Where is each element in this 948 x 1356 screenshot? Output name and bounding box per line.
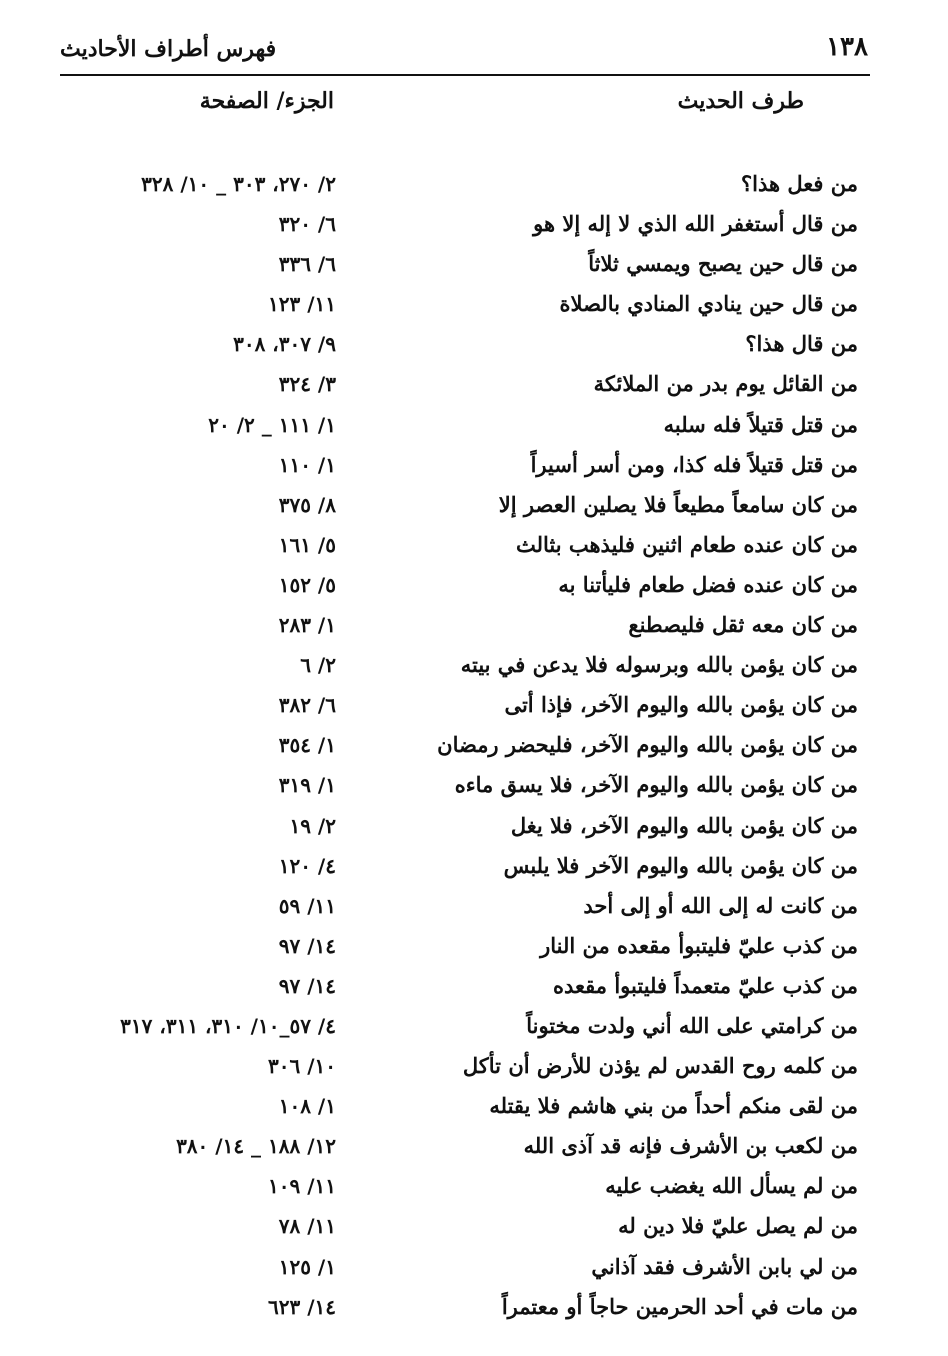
volume-page-reference: ١٢/ ١٨٨ _ ١٤/ ٣٨٠: [176, 1134, 336, 1159]
hadith-incipit: من كذب عليّ فليتبوأ مقعده من النار: [540, 932, 858, 958]
index-entry: [0, 286, 948, 326]
volume-page-reference: ٦/ ٣٨٢: [278, 693, 336, 718]
column-header-reference: الجزء/ الصفحة: [199, 88, 334, 114]
hadith-incipit: من كان عنده طعام اثنين فليذهب بثالث: [515, 531, 858, 557]
index-entry: [0, 1128, 948, 1168]
volume-page-reference: ٥/ ١٥٢: [278, 572, 336, 597]
page-number: ١٣٨: [826, 32, 868, 62]
index-entries: [0, 166, 948, 1329]
index-entry: [0, 567, 948, 607]
index-entry: [0, 848, 948, 888]
hadith-incipit: من قتل قتيلاً فله سلبه: [663, 411, 858, 437]
hadith-incipit: من قال أستغفر الله الذي لا إله إلا هو: [533, 211, 858, 237]
hadith-incipit: من كان يؤمن بالله وبرسوله فلا يدعن في بيته: [460, 652, 858, 678]
index-entry: [0, 487, 948, 527]
index-entry: [0, 888, 948, 928]
index-entry: [0, 1088, 948, 1128]
hadith-incipit: من كان عنده فضل طعام فليأتنا به: [558, 571, 858, 597]
hadith-incipit: من لكعب بن الأشرف فإنه قد آذى الله: [523, 1133, 858, 1159]
volume-page-reference: ١/ ٢٨٣: [278, 613, 336, 638]
index-entry: [0, 1289, 948, 1329]
index-entry: [0, 206, 948, 246]
index-entry: [0, 767, 948, 807]
volume-page-reference: ١/ ١١١ _ ٢/ ٢٠: [208, 412, 336, 437]
volume-page-reference: ١٠/ ٣٠٦: [268, 1054, 336, 1079]
hadith-incipit: من كرامتي على الله أني ولدت مختوناً: [526, 1012, 858, 1038]
index-entry: [0, 1249, 948, 1289]
hadith-incipit: من قال حين يصبح ويمسي ثلاثاً: [588, 251, 858, 277]
index-entry: [0, 246, 948, 286]
index-entry: [0, 407, 948, 447]
index-entry: [0, 687, 948, 727]
volume-page-reference: ١٤/ ٦٢٣: [268, 1294, 336, 1319]
index-entry: [0, 326, 948, 366]
hadith-incipit: من قتل قتيلاً فله كذا، ومن أسر أسيراً: [530, 451, 858, 477]
volume-page-reference: ١/ ١٢٥: [278, 1254, 336, 1279]
volume-page-reference: ٣/ ٣٢٤: [278, 372, 336, 397]
volume-page-reference: ٥/ ١٦١: [278, 532, 336, 557]
volume-page-reference: ٢/ ٦: [300, 653, 336, 678]
hadith-incipit: من قال حين ينادي المنادي بالصلاة: [559, 291, 858, 317]
volume-page-reference: ١١/ ١٢٣: [268, 292, 336, 317]
hadith-incipit: من كان يؤمن بالله واليوم الآخر، فإذا أتى: [504, 692, 858, 718]
hadith-incipit: من القائل يوم بدر من الملائكة: [593, 371, 858, 397]
volume-page-reference: ١/ ٣١٩: [278, 773, 336, 798]
volume-page-reference: ٨/ ٣٧٥: [278, 492, 336, 517]
hadith-incipit: من لم يسأل الله يغضب عليه: [605, 1173, 858, 1199]
volume-page-reference: ١/ ١٠٨: [278, 1094, 336, 1119]
hadith-incipit: من كان يؤمن بالله واليوم الآخر فلا يلبس: [503, 852, 858, 878]
volume-page-reference: ١٤/ ٩٧: [278, 973, 336, 998]
index-entry: [0, 1048, 948, 1088]
hadith-incipit: من كانت له إلى الله أو إلى أحد: [583, 892, 858, 918]
hadith-incipit: من فعل هذا؟: [740, 171, 858, 196]
volume-page-reference: ٦/ ٣٢٠: [278, 212, 336, 237]
hadith-incipit: من مات في أحد الحرمين حاجاً أو معتمراً: [501, 1293, 858, 1319]
volume-page-reference: ١١/ ١٠٩: [268, 1174, 336, 1199]
hadith-incipit: من قال هذا؟: [745, 331, 858, 357]
header-rule: [60, 74, 870, 76]
hadith-incipit: من لم يصل عليّ فلا دين له: [618, 1213, 858, 1239]
column-header-hadith: طرف الحديث: [677, 88, 804, 114]
volume-page-reference: ١١/ ٧٨: [278, 1214, 336, 1239]
index-entry: [0, 647, 948, 687]
index-entry: [0, 808, 948, 848]
index-entry: [0, 727, 948, 767]
volume-page-reference: ٤/ ٥٧_١٠/ ٣١٠، ٣١١، ٣١٧: [120, 1013, 336, 1038]
hadith-incipit: من كلمه روح القدس لم يؤذن للأرض أن تأكل: [462, 1053, 858, 1079]
volume-page-reference: ١/ ٣٥٤: [278, 733, 336, 758]
hadith-incipit: من كان معه ثقل فليصطنع: [628, 612, 858, 638]
index-entry: [0, 527, 948, 567]
volume-page-reference: ٩/ ٣٠٧، ٣٠٨: [233, 332, 336, 357]
index-entry: [0, 607, 948, 647]
volume-page-reference: ١١/ ٥٩: [278, 893, 336, 918]
index-entry: [0, 1168, 948, 1208]
hadith-incipit: من كان سامعاً مطيعاً فلا يصلين العصر إلا: [498, 491, 858, 517]
hadith-incipit: من كان يؤمن بالله واليوم الآخر، فلا يغل: [510, 812, 858, 838]
hadith-incipit: من كان يؤمن بالله واليوم الآخر، فلا يسق ماءه: [454, 772, 858, 798]
hadith-incipit: من كان يؤمن بالله واليوم الآخر، فليحضر رمضان: [437, 732, 858, 758]
volume-page-reference: ٢/ ٢٧٠، ٣٠٣ _ ١٠/ ٣٢٨: [141, 172, 336, 196]
hadith-incipit: من لي بابن الأشرف فقد آذاني: [591, 1253, 858, 1279]
hadith-incipit: من لقى منكم أحداً من بني هاشم فلا يقتله: [489, 1093, 858, 1119]
hadith-incipit: من كذب عليّ متعمداً فليتبوأ مقعده: [553, 972, 858, 998]
index-entry: [0, 447, 948, 487]
index-entry: [0, 1008, 948, 1048]
index-entry: [0, 166, 948, 206]
index-entry: [0, 928, 948, 968]
volume-page-reference: ١/ ١١٠: [278, 452, 336, 477]
volume-page-reference: ٦/ ٣٣٦: [278, 252, 336, 277]
volume-page-reference: ١٤/ ٩٧: [278, 933, 336, 958]
running-title: فهرس أطراف الأحاديث: [60, 36, 277, 62]
index-entry: [0, 1208, 948, 1248]
volume-page-reference: ٢/ ١٩: [289, 813, 336, 838]
index-entry: [0, 968, 948, 1008]
index-entry: [0, 366, 948, 406]
volume-page-reference: ٤/ ١٢٠: [278, 853, 336, 878]
